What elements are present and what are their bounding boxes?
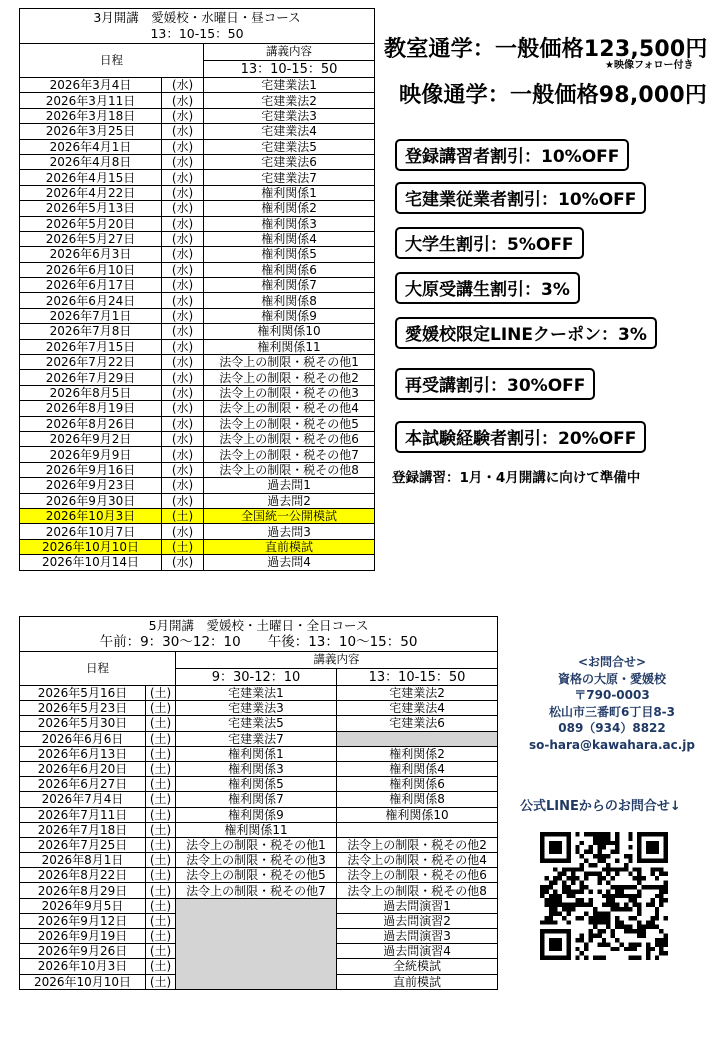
row-content-am: 法令上の制限・税その他3 xyxy=(176,853,337,868)
price-classroom: 教室通学：一般価格123,500円 xyxy=(384,37,708,62)
row-content-pm: 権利関係4 xyxy=(337,761,498,776)
row-content-am: 権利関係3 xyxy=(176,761,337,776)
row-content: 権利関係5 xyxy=(204,247,375,262)
row-date: 2026年10月14日 xyxy=(20,555,162,570)
row-weekday: (土) xyxy=(146,853,176,868)
table-row xyxy=(20,416,375,431)
table-row xyxy=(20,686,498,701)
row-content: 権利関係2 xyxy=(204,201,375,216)
row-weekday: (土) xyxy=(146,686,176,701)
row-content: 全国統一公開模試 xyxy=(204,508,375,523)
row-date: 2026年6月3日 xyxy=(20,247,162,262)
row-date: 2026年5月13日 xyxy=(20,201,162,216)
table-row xyxy=(20,78,375,93)
col-time-am-header: 9：30-12：10 xyxy=(176,669,337,686)
row-date: 2026年10月7日 xyxy=(20,524,162,539)
row-date: 2026年9月26日 xyxy=(20,944,146,959)
row-weekday: (水) xyxy=(162,370,204,385)
row-content-am: 権利関係11 xyxy=(176,822,337,837)
row-content-am: 権利関係1 xyxy=(176,746,337,761)
row-weekday: (土) xyxy=(146,746,176,761)
table-row xyxy=(20,883,498,898)
row-date: 2026年6月6日 xyxy=(20,731,146,746)
table-row xyxy=(20,478,375,493)
row-weekday: (水) xyxy=(162,216,204,231)
empty-slot xyxy=(176,898,337,989)
contact-block xyxy=(517,654,707,753)
row-date: 2026年9月9日 xyxy=(20,447,162,462)
row-weekday: (土) xyxy=(146,792,176,807)
row-date: 2026年8月26日 xyxy=(20,416,162,431)
discount-badge: 大原受講生割引：3% xyxy=(395,272,580,304)
row-content: 法令上の制限・税その他5 xyxy=(204,416,375,431)
row-weekday: (水) xyxy=(162,78,204,93)
row-date: 2026年3月11日 xyxy=(20,93,162,108)
row-weekday: (水) xyxy=(162,308,204,323)
row-date: 2026年8月22日 xyxy=(20,868,146,883)
row-date: 2026年6月27日 xyxy=(20,777,146,792)
course-title-line1: 3月開講 愛媛校・水曜日・昼コース xyxy=(93,10,301,25)
table-row xyxy=(20,792,498,807)
row-content-am: 法令上の制限・税その他7 xyxy=(176,883,337,898)
row-date: 2026年8月1日 xyxy=(20,853,146,868)
discount-badge: 大学生割引：5%OFF xyxy=(395,227,584,259)
row-content-am: 権利関係7 xyxy=(176,792,337,807)
table-row xyxy=(20,355,375,370)
table-row xyxy=(20,201,375,216)
table-row xyxy=(20,524,375,539)
row-weekday: (土) xyxy=(146,929,176,944)
row-date: 2026年7月15日 xyxy=(20,339,162,354)
row-content: 宅建業法5 xyxy=(204,139,375,154)
row-weekday: (土) xyxy=(162,508,204,523)
line-contact-label: 公式LINEからのお問合せ↓ xyxy=(520,799,681,814)
row-content: 法令上の制限・税その他1 xyxy=(204,355,375,370)
row-weekday: (土) xyxy=(146,837,176,852)
course-title xyxy=(20,9,375,44)
table-row xyxy=(20,401,375,416)
row-date: 2026年5月16日 xyxy=(20,686,146,701)
row-date: 2026年6月17日 xyxy=(20,278,162,293)
row-content-pm: 権利関係6 xyxy=(337,777,498,792)
row-content: 法令上の制限・税その他3 xyxy=(204,385,375,400)
table-row xyxy=(20,761,498,776)
row-date: 2026年5月27日 xyxy=(20,231,162,246)
row-content-am: 宅建業法7 xyxy=(176,731,337,746)
row-weekday: (土) xyxy=(146,898,176,913)
discount-badge: 再受講割引：30%OFF xyxy=(395,368,595,400)
table-row xyxy=(20,822,498,837)
row-content-am: 宅建業法3 xyxy=(176,701,337,716)
row-weekday: (土) xyxy=(146,807,176,822)
table-row xyxy=(20,262,375,277)
row-date: 2026年6月20日 xyxy=(20,761,146,776)
row-date: 2026年4月1日 xyxy=(20,139,162,154)
row-date: 2026年6月24日 xyxy=(20,293,162,308)
price-video: 映像通学：一般価格98,000円 xyxy=(399,83,708,108)
row-content: 法令上の制限・税その他4 xyxy=(204,401,375,416)
row-content-am: 法令上の制限・税その他5 xyxy=(176,868,337,883)
row-content-pm: 過去問演習2 xyxy=(337,913,498,928)
row-date: 2026年8月19日 xyxy=(20,401,162,416)
row-weekday: (土) xyxy=(146,761,176,776)
contact-address: 松山市三番町6丁目8-3 xyxy=(548,704,676,719)
row-date: 2026年8月5日 xyxy=(20,385,162,400)
row-date: 2026年3月4日 xyxy=(20,78,162,93)
row-date: 2026年5月30日 xyxy=(20,716,146,731)
row-content: 権利関係11 xyxy=(204,339,375,354)
line-qr-code[interactable] xyxy=(540,832,668,960)
row-content: 法令上の制限・税その他7 xyxy=(204,447,375,462)
row-weekday: (水) xyxy=(162,185,204,200)
table-row xyxy=(20,731,498,746)
row-weekday: (水) xyxy=(162,247,204,262)
row-weekday: (土) xyxy=(146,777,176,792)
table-row xyxy=(20,431,375,446)
row-date: 2026年6月13日 xyxy=(20,746,146,761)
row-weekday: (水) xyxy=(162,339,204,354)
row-date: 2026年9月16日 xyxy=(20,462,162,477)
table-row xyxy=(20,278,375,293)
row-date: 2026年3月25日 xyxy=(20,124,162,139)
row-content: 宅建業法4 xyxy=(204,124,375,139)
table-row xyxy=(20,716,498,731)
table-row xyxy=(20,493,375,508)
row-content: 過去問4 xyxy=(204,555,375,570)
row-date: 2026年9月2日 xyxy=(20,431,162,446)
row-content-pm: 直前模試 xyxy=(337,974,498,989)
row-date: 2026年7月1日 xyxy=(20,308,162,323)
table-row xyxy=(20,508,375,523)
row-date: 2026年3月18日 xyxy=(20,108,162,123)
row-content: 権利関係6 xyxy=(204,262,375,277)
row-content-am: 宅建業法1 xyxy=(176,686,337,701)
row-weekday: (水) xyxy=(162,555,204,570)
table-row xyxy=(20,324,375,339)
row-content-pm: 過去問演習4 xyxy=(337,944,498,959)
schedule-table-wednesday xyxy=(19,8,375,571)
contact-email[interactable]: so-hara@kawahara.ac.jp xyxy=(529,737,695,752)
row-content: 権利関係3 xyxy=(204,216,375,231)
row-content: 法令上の制限・税その他8 xyxy=(204,462,375,477)
row-weekday: (水) xyxy=(162,231,204,246)
row-content-pm: 宅建業法2 xyxy=(337,686,498,701)
row-content-pm: 法令上の制限・税その他4 xyxy=(337,853,498,868)
row-date: 2026年4月15日 xyxy=(20,170,162,185)
contact-postal: 〒790-0003 xyxy=(574,688,650,702)
row-weekday: (水) xyxy=(162,154,204,169)
row-content-am: 権利関係9 xyxy=(176,807,337,822)
row-weekday: (水) xyxy=(162,493,204,508)
table-row xyxy=(20,154,375,169)
row-weekday: (土) xyxy=(162,539,204,554)
schedule-table-saturday xyxy=(19,616,498,990)
row-content-pm: 法令上の制限・税その他2 xyxy=(337,837,498,852)
row-weekday: (土) xyxy=(146,959,176,974)
row-content: 権利関係7 xyxy=(204,278,375,293)
row-weekday: (土) xyxy=(146,716,176,731)
col-time-pm-header: 13：10-15：50 xyxy=(337,669,498,686)
row-date: 2026年6月10日 xyxy=(20,262,162,277)
course-title xyxy=(20,617,498,652)
course-title-line2: 午前：9：30〜12：10 午後：13：10〜15：50 xyxy=(99,634,418,650)
row-content: 宅建業法3 xyxy=(204,108,375,123)
row-date: 2026年7月8日 xyxy=(20,324,162,339)
row-weekday: (水) xyxy=(162,462,204,477)
row-content-pm: 宅建業法6 xyxy=(337,716,498,731)
table-row xyxy=(20,170,375,185)
row-weekday: (水) xyxy=(162,139,204,154)
row-content: 権利関係4 xyxy=(204,231,375,246)
course-title-line2: 13：10-15：50 xyxy=(150,26,244,41)
row-weekday: (土) xyxy=(146,974,176,989)
row-date: 2026年8月29日 xyxy=(20,883,146,898)
contact-school-name: 資格の大原・愛媛校 xyxy=(557,671,666,686)
row-content: 宅建業法1 xyxy=(204,78,375,93)
row-content: 権利関係1 xyxy=(204,185,375,200)
row-content: 直前模試 xyxy=(204,539,375,554)
row-date: 2026年4月22日 xyxy=(20,185,162,200)
row-weekday: (水) xyxy=(162,293,204,308)
table-row xyxy=(20,701,498,716)
empty-slot xyxy=(337,731,498,746)
row-date: 2026年9月23日 xyxy=(20,478,162,493)
row-content-pm: 権利関係10 xyxy=(337,807,498,822)
row-content: 権利関係9 xyxy=(204,308,375,323)
row-date: 2026年10月10日 xyxy=(20,539,162,554)
discount-badge: 愛媛校限定LINEクーポン：3% xyxy=(395,317,657,349)
row-date: 2026年10月3日 xyxy=(20,959,146,974)
table-row xyxy=(20,853,498,868)
col-time-header: 13：10-15：50 xyxy=(204,61,375,78)
row-content: 権利関係8 xyxy=(204,293,375,308)
row-content-pm: 権利関係8 xyxy=(337,792,498,807)
row-content-pm: 法令上の制限・税その他8 xyxy=(337,883,498,898)
row-content-am: 法令上の制限・税その他1 xyxy=(176,837,337,852)
row-weekday: (土) xyxy=(146,868,176,883)
table-row xyxy=(20,139,375,154)
row-content: 法令上の制限・税その他6 xyxy=(204,431,375,446)
row-content: 過去問2 xyxy=(204,493,375,508)
row-weekday: (水) xyxy=(162,324,204,339)
row-date: 2026年7月29日 xyxy=(20,370,162,385)
table-row xyxy=(20,308,375,323)
row-weekday: (水) xyxy=(162,278,204,293)
row-date: 2026年9月12日 xyxy=(20,913,146,928)
row-weekday: (水) xyxy=(162,524,204,539)
discount-badge: 本試験経験者割引：20%OFF xyxy=(395,421,646,453)
col-content-header: 講義内容 xyxy=(176,652,498,669)
table-row xyxy=(20,898,498,913)
table-row xyxy=(20,247,375,262)
row-content-pm xyxy=(337,822,498,837)
col-content-header: 講義内容 xyxy=(204,44,375,61)
table-row xyxy=(20,807,498,822)
table-row xyxy=(20,124,375,139)
table-row xyxy=(20,539,375,554)
table-row xyxy=(20,185,375,200)
row-content: 権利関係10 xyxy=(204,324,375,339)
row-date: 2026年7月11日 xyxy=(20,807,146,822)
row-date: 2026年7月18日 xyxy=(20,822,146,837)
row-date: 2026年9月5日 xyxy=(20,898,146,913)
row-content-am: 宅建業法5 xyxy=(176,716,337,731)
row-weekday: (水) xyxy=(162,201,204,216)
row-weekday: (水) xyxy=(162,124,204,139)
table-row xyxy=(20,370,375,385)
table-row xyxy=(20,108,375,123)
table-row xyxy=(20,868,498,883)
col-schedule-header: 日程 xyxy=(20,44,204,78)
row-date: 2026年4月8日 xyxy=(20,154,162,169)
row-date: 2026年10月3日 xyxy=(20,508,162,523)
row-content-pm: 全統模試 xyxy=(337,959,498,974)
row-weekday: (水) xyxy=(162,385,204,400)
table-row xyxy=(20,555,375,570)
row-content: 過去問1 xyxy=(204,478,375,493)
row-weekday: (土) xyxy=(146,701,176,716)
row-weekday: (水) xyxy=(162,478,204,493)
row-weekday: (水) xyxy=(162,93,204,108)
contact-heading: <お問合せ> xyxy=(577,655,647,669)
row-weekday: (水) xyxy=(162,431,204,446)
row-date: 2026年7月22日 xyxy=(20,355,162,370)
row-content-pm: 宅建業法4 xyxy=(337,701,498,716)
col-schedule-header: 日程 xyxy=(20,652,176,686)
row-content: 法令上の制限・税その他2 xyxy=(204,370,375,385)
table-row xyxy=(20,447,375,462)
row-date: 2026年10月10日 xyxy=(20,974,146,989)
discount-badge: 登録講習者割引：10%OFF xyxy=(395,139,629,171)
row-content: 過去問3 xyxy=(204,524,375,539)
row-weekday: (水) xyxy=(162,170,204,185)
row-weekday: (水) xyxy=(162,355,204,370)
row-content-am: 権利関係5 xyxy=(176,777,337,792)
discount-badge: 宅建業従業者割引：10%OFF xyxy=(395,182,646,214)
row-content-pm: 法令上の制限・税その他6 xyxy=(337,868,498,883)
video-follow-note: ★映像フォロー付き xyxy=(605,60,694,71)
table-row xyxy=(20,93,375,108)
row-weekday: (水) xyxy=(162,447,204,462)
table-row xyxy=(20,231,375,246)
contact-phone: 089（934）8822 xyxy=(558,721,666,735)
row-content-pm: 過去問演習1 xyxy=(337,898,498,913)
row-date: 2026年7月4日 xyxy=(20,792,146,807)
registration-course-note: 登録講習：1月・4月開講に向けて準備中 xyxy=(392,470,641,486)
row-weekday: (水) xyxy=(162,108,204,123)
table-row xyxy=(20,293,375,308)
row-weekday: (土) xyxy=(146,944,176,959)
table-row xyxy=(20,777,498,792)
row-date: 2026年5月23日 xyxy=(20,701,146,716)
row-weekday: (土) xyxy=(146,913,176,928)
row-content-pm: 権利関係2 xyxy=(337,746,498,761)
row-weekday: (水) xyxy=(162,416,204,431)
row-weekday: (水) xyxy=(162,262,204,277)
course-title-line1: 5月開講 愛媛校・土曜日・全日コース xyxy=(148,618,369,633)
table-row xyxy=(20,746,498,761)
row-date: 2026年7月25日 xyxy=(20,837,146,852)
row-weekday: (土) xyxy=(146,883,176,898)
row-weekday: (土) xyxy=(146,731,176,746)
row-content-pm: 過去問演習3 xyxy=(337,929,498,944)
table-row xyxy=(20,837,498,852)
table-row xyxy=(20,385,375,400)
row-date: 2026年5月20日 xyxy=(20,216,162,231)
row-weekday: (水) xyxy=(162,401,204,416)
row-content: 宅建業法6 xyxy=(204,154,375,169)
row-content: 宅建業法7 xyxy=(204,170,375,185)
table-row xyxy=(20,216,375,231)
row-content: 宅建業法2 xyxy=(204,93,375,108)
table-row xyxy=(20,339,375,354)
row-weekday: (土) xyxy=(146,822,176,837)
row-date: 2026年9月30日 xyxy=(20,493,162,508)
row-date: 2026年9月19日 xyxy=(20,929,146,944)
table-row xyxy=(20,462,375,477)
